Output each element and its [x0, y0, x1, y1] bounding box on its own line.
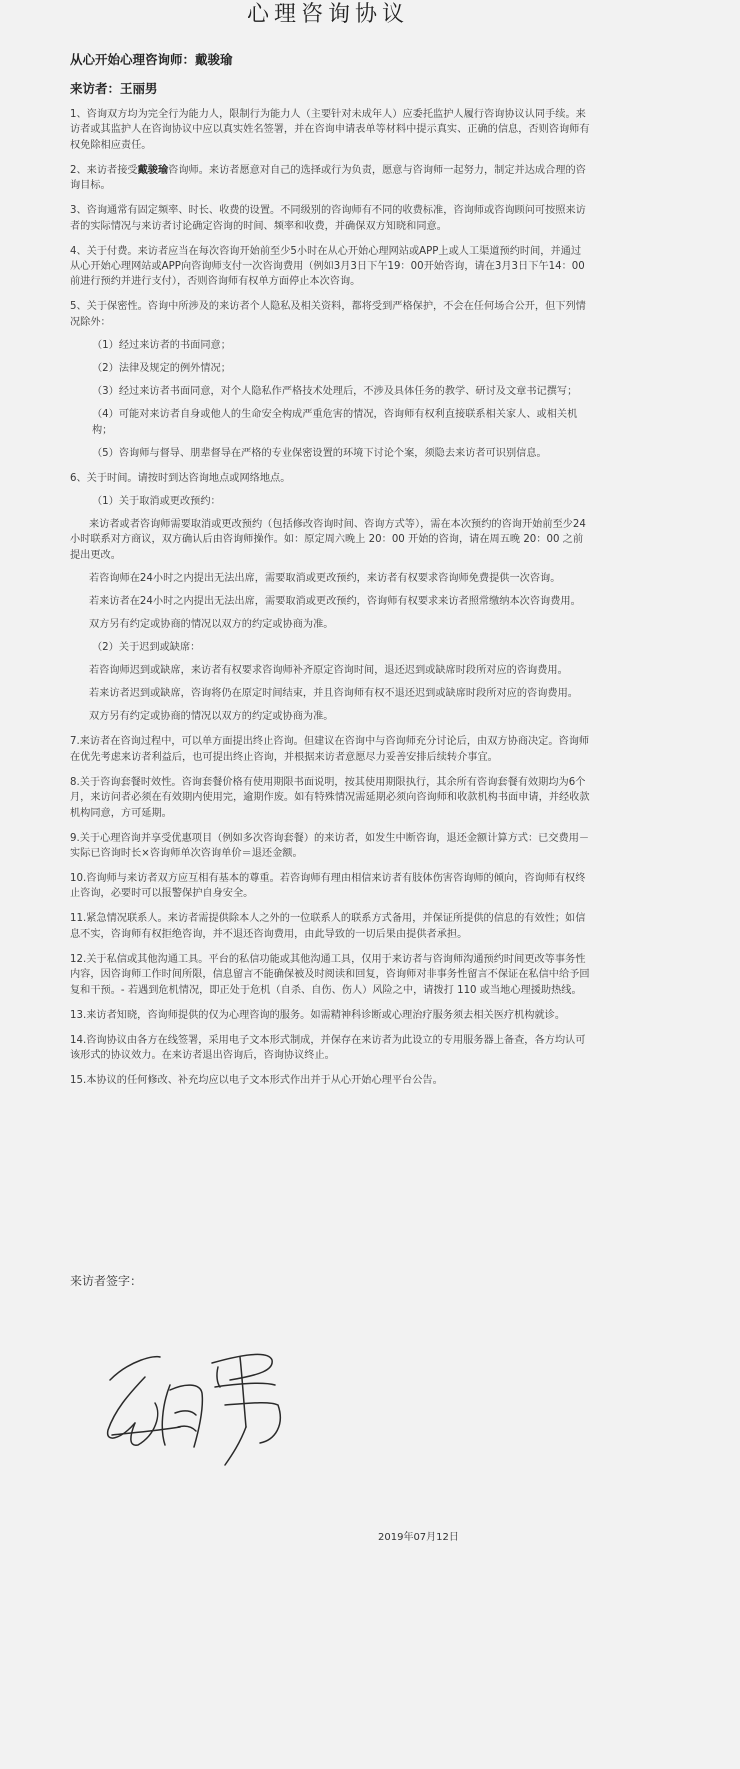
clause-7: 7.来访者在咨询过程中，可以单方面提出终止咨询。但建议在咨询中与咨询师充分讨论后，由双方协商决定。咨询师在优先考虑来访者利益后，也可提出终止咨询，并根据来访者意愿尽力妥善安排后续转介事宜。 [70, 736, 590, 763]
clause-6-paragraph: 若咨询师迟到或缺席，来访者有权要求咨询师补齐原定咨询时间，退还迟到或缺席时段所对应的咨询费用。 [89, 665, 568, 677]
document-title: 心理咨询协议 [246, 2, 409, 27]
clause-5-item: （4）可能对来访者自身或他人的生命安全构成严重危害的情况，咨询师有权利直接联系相关家人、或相关机构； [92, 409, 578, 436]
signature-label: 来访者签字： [70, 1274, 143, 1288]
clause-2-post: 咨询师。来访者愿意对自己的选择或行为负责，愿意与咨询师一起努力，制定并达成合理的咨询目标。 [70, 164, 586, 192]
handwritten-signature [100, 1335, 300, 1489]
clause-6-paragraph: 双方另有约定或协商的情况以双方的约定或协商为准。 [89, 711, 334, 723]
agreement-body [70, 107, 590, 1098]
clause-6-paragraph: 来访者或者咨询师需要取消或更改预约（包括修改咨询时间、咨询方式等），需在本次预约的咨询开始前至少24小时联系对方商议，双方确认后由咨询师操作。如：原定周六晚上 20：00 开始的咨询，请在周五晚 20：00 之前提出更改。 [70, 518, 586, 561]
clause-6-paragraph: 若来访者在24小时之内提出无法出席，需要取消或更改预约，咨询师有权要求来访者照常缴纳本次咨询费用。 [89, 595, 581, 607]
clause-12: 12.关于私信或其他沟通工具。平台的私信功能或其他沟通工具，仅用于来访者与咨询师沟通预约时间更改等事务性内容，因咨询师工作时间所限，信息留言不能确保被及时阅读和回复，咨询师对非事务性留言不保证在私信中给予回复和干预。- 若遇到危机情况，即正处于危机（自杀、自伤、伤人）风险之中，请拨打 110 或当地心理援助热线。 [70, 953, 590, 996]
clause-2-pre: 2、来访者接受 [70, 164, 138, 176]
clause-6-sub-1: （1）关于取消或更改预约： [92, 495, 221, 507]
clause-11: 11.紧急情况联系人。来访者需提供除本人之外的一位联系人的联系方式备用，并保证所提供的信息的有效性；如信息不实，咨询师有权拒绝咨询，并不退还咨询费用，由此导致的一切后果由提供者承担。 [70, 913, 586, 940]
counselor-line [70, 50, 233, 68]
visitor-name: 王丽男 [120, 81, 158, 96]
clause-2 [70, 163, 590, 194]
clause-10: 10.咨询师与来访者双方应互相有基本的尊重。若咨询师有理由相信来访者有肢体伤害咨询师的倾向，咨询师有权终止咨询，必要时可以报警保护自身安全。 [70, 873, 586, 900]
clause-15: 15.本协议的任何修改、补充均应以电子文本形式作出并于从心开始心理平台公告。 [70, 1075, 443, 1087]
clause-3: 3、咨询通常有固定频率、时长、收费的设置。不同级别的咨询师有不同的收费标准，咨询师或咨询顾问可按照来访者的实际情况与来访者讨论确定咨询的时间、频率和收费，并确保双方知晓和同意。 [70, 205, 586, 232]
signature-date: 2019年07月12日 [378, 1532, 459, 1543]
visitor-line [70, 79, 158, 97]
clause-5-item: （1）经过来访者的书面同意； [92, 339, 231, 351]
clause-8: 8.关于咨询套餐时效性。咨询套餐价格有使用期限书面说明，按其使用期限执行，其余所有咨询套餐有效期均为6个月，来访问者必须在有效期内使用完，逾期作废。如有特殊情况需延期必须向咨询师和收款机构书面申请，并经收款机构同意，方可延期。 [70, 776, 590, 819]
clause-6-paragraph: 双方另有约定或协商的情况以双方的约定或协商为准。 [89, 619, 334, 630]
clause-14: 14.咨询协议由各方在线签署，采用电子文本形式制成，并保存在来访者为此设立的专用服务器上备查，各方均认可该形式的协议效力。在来访者退出咨询后，咨询协议终止。 [70, 1034, 586, 1062]
clause-6: 6、关于时间。请按时到达咨询地点或网络地点。 [70, 472, 291, 484]
counselor-name: 戴骏瑜 [195, 52, 233, 67]
clause-6-sub-2: （2）关于迟到或缺席： [92, 642, 201, 654]
clause-6-paragraph: 若咨询师在24小时之内提出无法出席，需要取消或更改预约，来访者有权要求咨询师免费提供一次咨询。 [89, 572, 561, 584]
clause-6-paragraph: 若来访者迟到或缺席，咨询将仍在原定时间结束，并且咨询师有权不退还迟到或缺席时段所对应的咨询费用。 [89, 688, 578, 700]
clause-5-item: （3）经过来访者书面同意，对个人隐私作严格技术处理后，不涉及具体任务的教学、研讨及文章书记撰写； [92, 386, 578, 398]
clause-5-item: （2）法律及规定的例外情况； [92, 363, 231, 375]
clause-2-counselor-name: 戴骏瑜 [137, 164, 169, 176]
visitor-label: 来访者： [70, 81, 121, 96]
clause-5-item: （5）咨询师与督导、朋辈督导在严格的专业保密设置的环境下讨论个案，须隐去来访者可识别信息。 [92, 447, 547, 459]
counselor-label: 从心开始心理咨询师： [70, 52, 196, 67]
clause-4: 4、关于付费。来访者应当在每次咨询开始前至少5小时在从心开始心理网站或APP上或人工渠道预约时间，并通过从心开始心理网站或APP向咨询师支付一次咨询费用（例如3月3日下午19：00开始咨询，请在3月3日下午14：00前进行预约并进行支付），否则咨询师有权单方面停止本次咨询。 [70, 245, 585, 288]
clause-13: 13.来访者知晓，咨询师提供的仅为心理咨询的服务。如需精神科诊断或心理治疗服务须去相关医疗机构就诊。 [70, 1009, 566, 1021]
clause-9: 9.关于心理咨询并享受优惠项目（例如多次咨询套餐）的来访者，如发生中断咨询，退还金额计算方式：已交费用－实际已咨询时长×咨询师单次咨询单价＝退还金额。 [70, 832, 590, 859]
clause-1: 1、咨询双方均为完全行为能力人，限制行为能力人（主要针对未成年人）应委托监护人履行咨询协议认同手续。来访者或其监护人在咨询协议中应以真实姓名签署，并在咨询申请表单等材料中提示真实、正确的信息，否则咨询师有权免除相应责任。 [70, 109, 590, 151]
clause-5: 5、关于保密性。咨询中所涉及的来访者个人隐私及相关资料，都将受到严格保护，不会在任何场合公开，但下列情况除外： [70, 301, 586, 328]
